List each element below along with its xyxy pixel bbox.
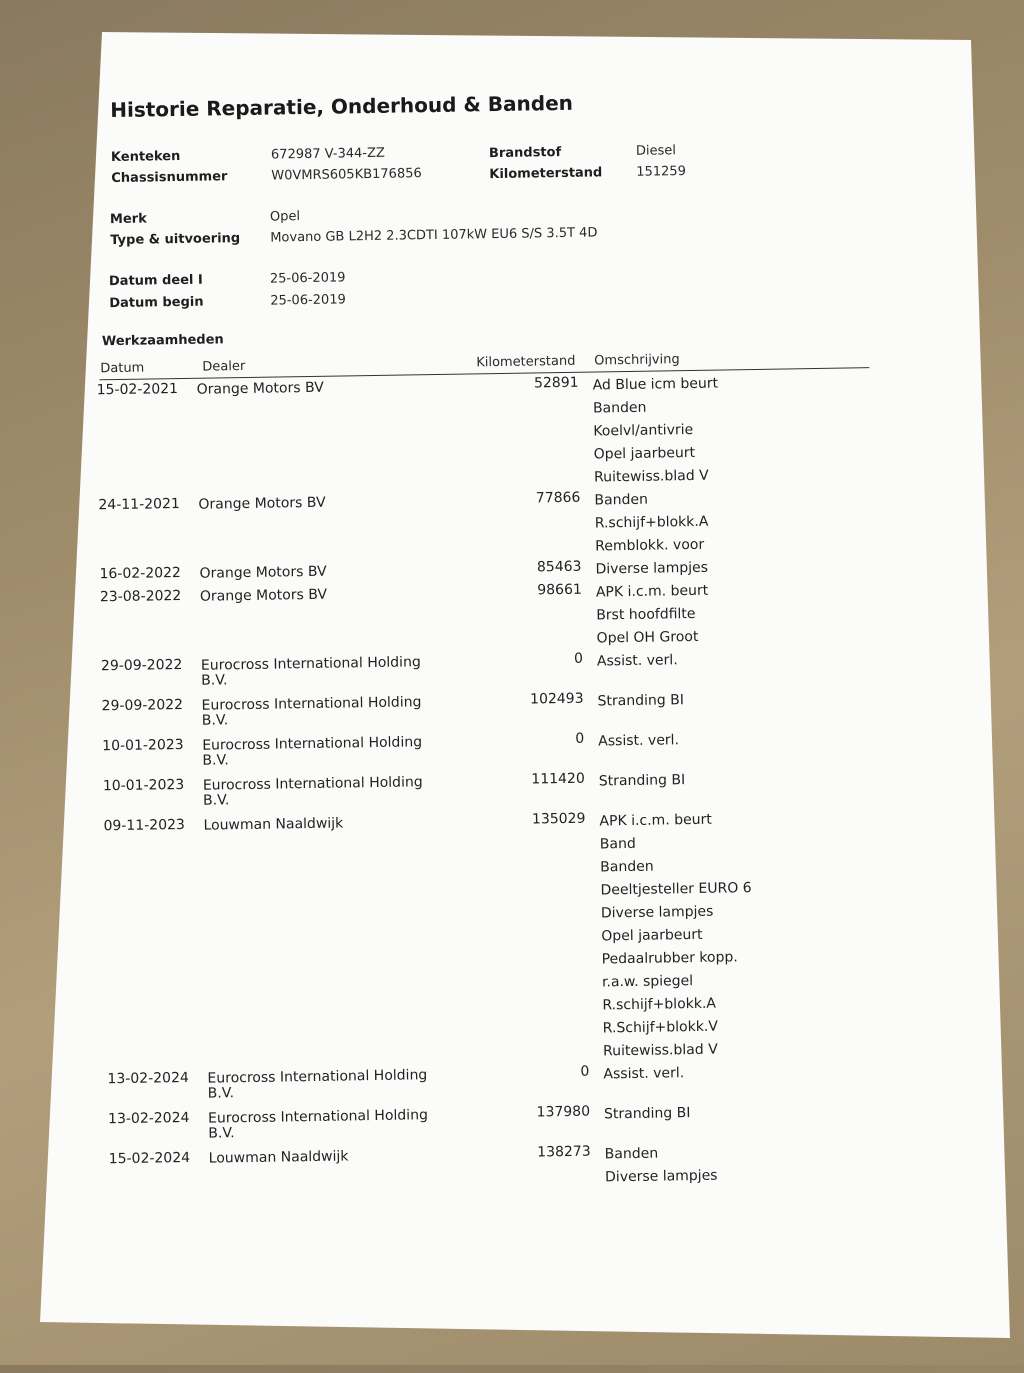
column-header-omschrijving: Omschrijving [594,352,680,369]
omschrijving-item: Ruitewiss.blad V [593,467,709,486]
omschrijving-item: Koelvl/antivrie [593,421,694,440]
row-kilometerstand: 85463 [536,558,582,576]
datum-deel-label: Datum deel I [108,272,203,290]
omschrijving-item: Banden [594,491,649,509]
row-omschrijving [599,806,883,1063]
page-title: Historie Reparatie, Onderhoud & Banden [110,90,574,123]
row-omschrijving [603,1059,884,1103]
datum-begin-value: 25-06-2019 [270,292,346,309]
brandstof-value: Diesel [635,143,677,159]
row-dealer: Eurocross International Holding B.V. [207,1067,428,1102]
row-kilometerstand: 0 [580,1063,590,1080]
brandstof-label: Brandstof [488,144,562,162]
row-kilometerstand: 52891 [533,374,579,392]
omschrijving-item: Opel jaarbeurt [593,444,696,463]
datum-deel-value: 25-06-2019 [269,270,346,287]
row-omschrijving [597,686,878,730]
row-date: 24-11-2021 [98,496,180,514]
row-date: 16-02-2022 [99,565,182,583]
omschrijving-item: Ruitewiss.blad V [602,1041,718,1060]
omschrijving-item: Remblokk. voor [595,536,705,555]
omschrijving-item: Banden [592,399,647,417]
omschrijving-item: Banden [604,1145,659,1163]
row-date: 15-02-2024 [108,1149,191,1168]
section-title: Werkzaamheden [101,332,224,350]
row-omschrijving [594,485,875,558]
row-omschrijving [599,766,880,810]
row-date: 29-09-2022 [100,656,183,675]
table-row [98,485,879,566]
row-date: 13-02-2024 [107,1109,190,1128]
omschrijving-item: Diverse lampjes [600,903,714,922]
omschrijving-item: APK i.c.m. beurt [599,811,712,830]
row-date: 23-08-2022 [99,588,182,606]
row-kilometerstand: 98661 [537,581,582,599]
merk-label: Merk [109,211,147,228]
row-omschrijving [604,1099,885,1143]
row-dealer: Orange Motors BV [199,563,327,582]
omschrijving-item: Diverse lampjes [604,1167,718,1186]
omschrijving-item: Ad Blue icm beurt [592,375,719,394]
row-kilometerstand: 102493 [529,690,584,708]
row-dealer: Orange Motors BV [196,379,324,398]
omschrijving-item: R.Schijf+blokk.V [602,1018,719,1037]
omschrijving-item: Deeltjesteller EURO 6 [600,880,752,899]
omschrijving-item: Stranding BI [603,1105,691,1123]
row-dealer: Louwman Naaldwijk [203,815,344,834]
chassis-value: W0VMRS605KB176856 [271,166,422,184]
kenteken-value: 672987 V-344-ZZ [270,145,385,163]
column-header-kilometerstand: Kilometerstand [476,353,576,371]
row-omschrijving [605,1139,886,1189]
row-omschrijving [598,726,879,770]
row-dealer: Eurocross International Holding B.V. [201,694,422,729]
row-date: 10-01-2023 [102,736,184,755]
omschrijving-item: r.a.w. spiegel [601,973,694,991]
omschrijving-item: Brst hoofdfilte [596,605,696,624]
row-kilometerstand: 137980 [536,1103,591,1121]
row-dealer: Eurocross International Holding B.V. [200,654,421,689]
table-row [100,577,881,658]
row-omschrijving [596,577,877,650]
row-dealer: Louwman Naaldwijk [208,1148,349,1167]
omschrijving-item: APK i.c.m. beurt [595,582,709,601]
omschrijving-item: Assist. verl. [596,652,678,670]
row-date: 15-02-2021 [96,381,179,399]
omschrijving-item: Stranding BI [597,692,685,710]
omschrijving-item: R.schijf+blokk.A [602,995,717,1014]
omschrijving-item: Diverse lampjes [595,559,709,578]
row-dealer: Orange Motors BV [198,494,326,513]
omschrijving-item: Banden [600,858,654,876]
row-kilometerstand: 77866 [535,489,581,507]
row-kilometerstand: 111420 [531,770,585,788]
table-row [103,806,887,1071]
type-label: Type & uitvoering [110,231,241,249]
row-kilometerstand: 0 [573,650,584,667]
row-dealer: Eurocross International Holding B.V. [207,1107,429,1142]
row-omschrijving [597,646,878,690]
row-kilometerstand: 135029 [531,810,586,828]
row-kilometerstand: 0 [575,730,585,747]
column-header-dealer: Dealer [202,358,246,375]
omschrijving-item: R.schijf+blokk.A [594,513,709,532]
row-omschrijving [592,370,874,489]
row-kilometerstand: 138273 [537,1143,591,1161]
omschrijving-item: Band [599,835,636,853]
row-dealer: Orange Motors BV [199,586,328,605]
column-header-datum: Datum [100,360,145,377]
row-date: 13-02-2024 [107,1069,189,1088]
merk-value: Opel [269,209,301,225]
kilometerstand-label: Kilometerstand [489,165,603,183]
kenteken-label: Kenteken [110,148,181,166]
werkzaamheden-table [97,370,890,1197]
omschrijving-item: Opel OH Groot [596,628,699,647]
omschrijving-item: Assist. verl. [598,732,680,750]
row-date: 29-09-2022 [101,696,184,715]
table-row [97,370,879,497]
row-date: 10-01-2023 [102,776,185,795]
omschrijving-item: Opel jaarbeurt [601,926,703,945]
row-dealer: Eurocross International Holding B.V. [202,774,423,809]
type-value: Movano GB L2H2 2.3CDTI 107kW EU6 S/S 3.5T 4D [270,225,598,246]
kilometerstand-value: 151259 [636,164,687,180]
chassis-label: Chassisnummer [111,169,228,187]
row-dealer: Eurocross International Holding B.V. [202,734,423,769]
omschrijving-item: Pedaalrubber kopp. [601,949,738,968]
row-date: 09-11-2023 [103,816,185,835]
datum-begin-label: Datum begin [109,294,204,312]
omschrijving-item: Stranding BI [598,772,686,790]
omschrijving-item: Assist. verl. [603,1065,685,1083]
